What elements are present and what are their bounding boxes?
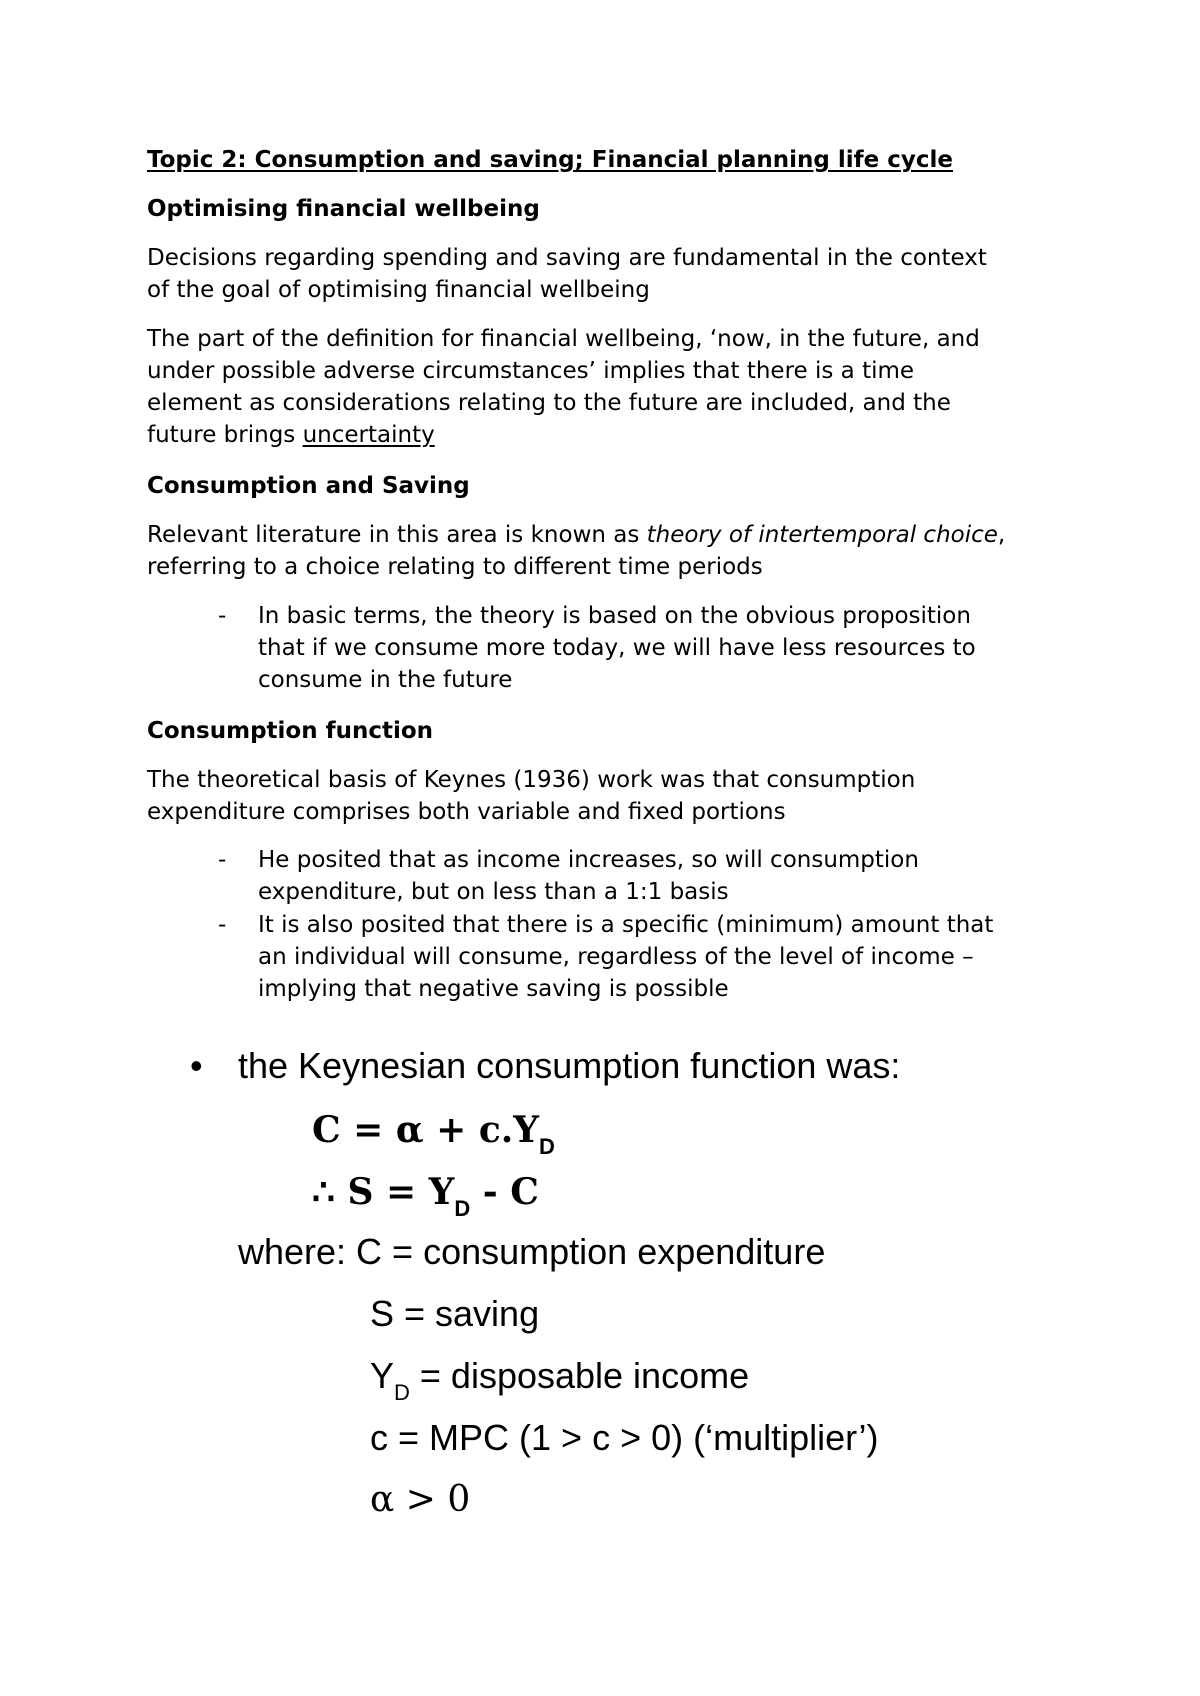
paragraph-line: expenditure comprises both variable and fixed portions [147, 799, 786, 825]
bullet-line: It is also posited that there is a specific (minimum) amount that [258, 912, 994, 938]
subscript: D [454, 1196, 471, 1221]
paragraph-text: future brings [147, 422, 303, 448]
bullet-line: In basic terms, the theory is based on the obvious proposition [258, 603, 971, 629]
heading-optimising-wellbeing: Optimising financial wellbeing [147, 196, 540, 222]
page-title: Topic 2: Consumption and saving; Financial planning life cycle [147, 147, 953, 173]
equation-consumption: $C = \alpha + c.Y_D$ [312, 1109, 555, 1159]
paragraph-line [147, 420, 435, 450]
underlined-term: uncertainty [302, 422, 435, 448]
bullet-line: consume in the future [258, 667, 513, 693]
paragraph-line: The part of the definition for financial wellbeing, ‘now, in the future, and [147, 326, 980, 352]
paragraph-text: Relevant literature in this area is known as [147, 522, 647, 548]
definition-where: where: C = consumption expenditure [238, 1231, 826, 1272]
bullet-line: that if we consume more today, we will have less resources to [258, 635, 976, 661]
paragraph-text: , [997, 522, 1006, 548]
embedded-slide-image [0, 1030, 1200, 1550]
bullet-dash: - [218, 912, 227, 938]
equation-saving: ∴ $S = Y_D - C$ [312, 1171, 539, 1221]
paragraph-line: under possible adverse circumstances’ implies that there is a time [147, 358, 915, 384]
heading-consumption-function: Consumption function [147, 718, 434, 744]
definition-alpha: α > 0 [370, 1479, 471, 1520]
slide-bullet: • [190, 1045, 203, 1086]
paragraph-line [147, 520, 1005, 550]
paragraph-line: of the goal of optimising financial wellbeing [147, 277, 650, 303]
paragraph-line: The theoretical basis of Keynes (1936) work was that consumption [147, 767, 916, 793]
bullet-line: He posited that as income increases, so will consumption [258, 847, 919, 873]
bullet-line: implying that negative saving is possible [258, 976, 729, 1002]
definition-mpc: c = MPC (1 > c > 0) (‘multiplier’) [370, 1417, 879, 1458]
subscript: D [394, 1380, 410, 1405]
paragraph-line: element as considerations relating to the future are included, and the [147, 390, 951, 416]
bullet-dash: - [218, 603, 227, 629]
heading-consumption-saving: Consumption and Saving [147, 473, 470, 499]
slide-heading: the Keynesian consumption function was: [238, 1045, 901, 1086]
subscript: D [538, 1134, 555, 1159]
paragraph-line: Decisions regarding spending and saving are fundamental in the context [147, 245, 987, 271]
bullet-dash: - [218, 847, 227, 873]
definition-disposable-income: $Y_D$ = disposable income [370, 1355, 750, 1405]
italic-term: theory of intertemporal choice [646, 522, 998, 548]
definition-saving: S = saving [370, 1293, 540, 1334]
bullet-line: an individual will consume, regardless of the level of income – [258, 944, 974, 970]
paragraph-line: referring to a choice relating to different time periods [147, 554, 763, 580]
bullet-line: expenditure, but on less than a 1:1 basis [258, 879, 729, 905]
